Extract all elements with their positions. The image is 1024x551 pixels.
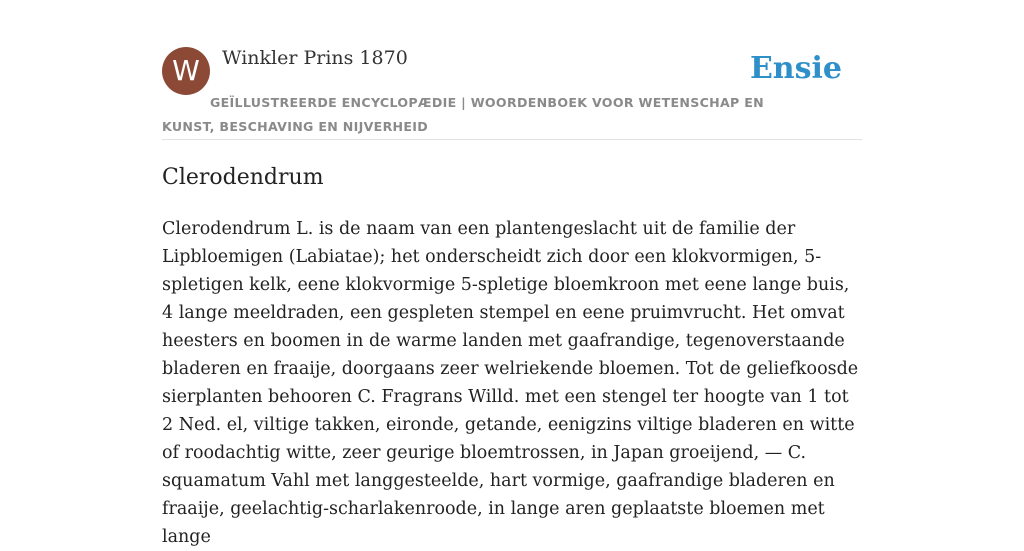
site-header <box>162 46 862 140</box>
brand-logo[interactable]: Ensie <box>749 51 842 86</box>
entry-title: Clerodendrum <box>162 165 324 190</box>
entry-body: Clerodendrum L. is de naam van een plantengeslacht uit de familie der Lipbloemigen (Labiatae); het onderscheidt zich door een klokvormigen, 5-spletigen kelk, eene klokvormige 5-spletige bloemkroon met eene lange buis, 4 lange meeldraden, een gespleten stempel en eene pruimvrucht. Het omvat heesters en boomen in de warme landen met gaafrandige, tegenoverstaande bladeren en fraaije, doorgaans zeer welriekende bloemen. Tot de geliefkoosde sierplanten behooren C. Fragrans Willd. met een stengel ter hoogte van 1 tot 2 Ned. el, viltige takken, eironde, getande, eenigzins viltige bladeren en witte of roodachtig witte, zeer geurige bloemtrossen, in Japan groeijend, — C. squamatum Vahl met langgesteelde, hart vormige, gaafrandige bladeren en fraaije, geelachtig-scharlakenroode, in lange aren geplaatste bloemen met lange <box>162 219 859 547</box>
source-title[interactable]: Winkler Prins 1870 <box>222 47 408 69</box>
source-avatar[interactable]: W <box>162 47 210 95</box>
source-subtitle: GEÏLLUSTREERDE ENCYCLOPÆDIE | WOORDENBOEK VOOR WETENSCHAP EN KUNST, BESCHAVING EN NIJVERHEID <box>162 95 764 134</box>
